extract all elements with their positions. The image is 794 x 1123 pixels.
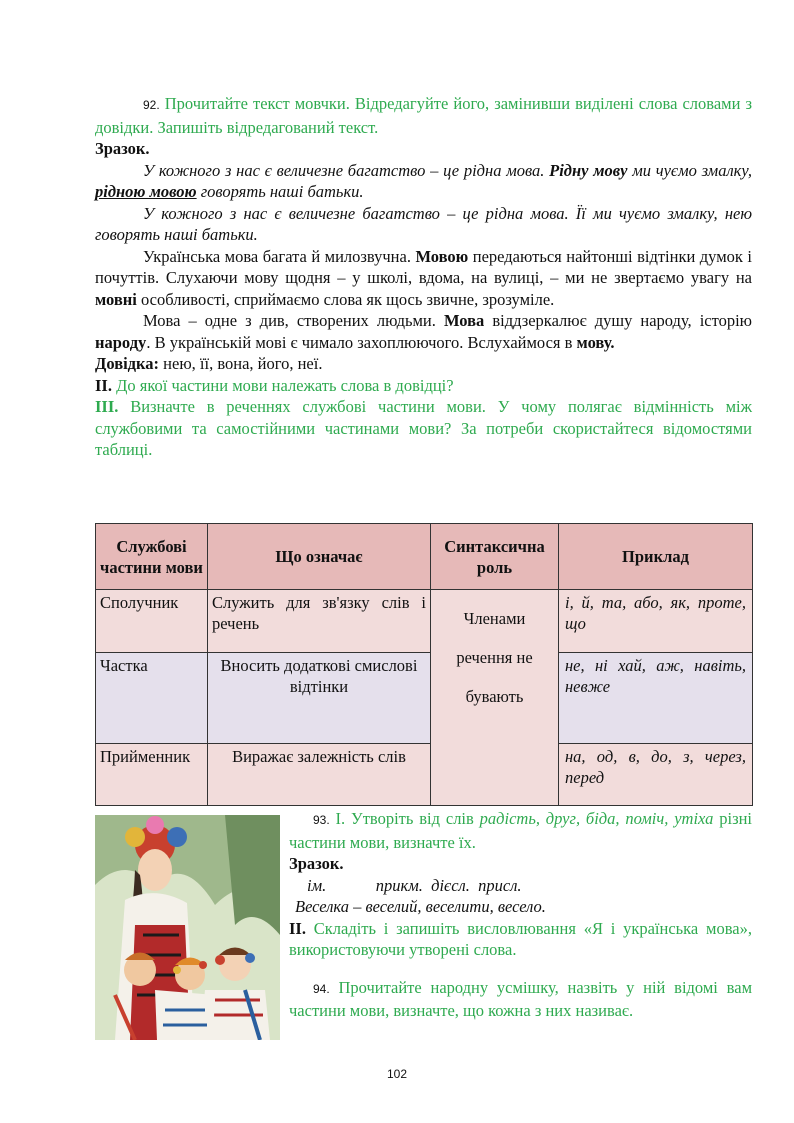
function-words-table [95, 523, 753, 806]
header-parts: Службові частини мови [96, 524, 208, 590]
ex92-sample-original: У кожного з нас є величезне багатство – це рідна мова. Рідну мову ми чуємо змалку, рідною мовою говорять наші батьки. [95, 160, 752, 201]
ex92-hint: Довідка: нею, її, вона, його, неї. [95, 354, 323, 373]
cell-example: на, од, в, до, з, через, перед [559, 744, 753, 806]
ex93-sample-parts: ім. прикм. дієсл. присл. [307, 875, 522, 895]
cell-part: Сполучник [96, 590, 208, 653]
ex92-paragraph-1: Українська мова багата й милозвучна. Мовою передаються найтонші відтінки думок і почуттів. Слухаючи мову щодня – у школі, вдома, на вулиці, – ми не звертаємо увагу на мовні особливості, сприймаємо слова як щось звичне, зрозуміле. [95, 246, 752, 309]
cell-syntax-role: Членами речення не бувають [431, 590, 559, 806]
header-example: Приклад [559, 524, 753, 590]
table-row [96, 590, 753, 653]
table-header-row [96, 524, 753, 590]
ex94-task: 94. Прочитайте народну усмішку, назвіть у ній відомі вам частини мови, визначте, що кожна з них називає. [289, 977, 753, 1020]
cell-part: Прийменник [96, 744, 208, 806]
ex92-question-2: ІІ. До якої частини мови належать слова в довідці? [95, 375, 454, 395]
cell-example: не, ні хай, аж, навіть, невже [559, 653, 753, 744]
header-meaning: Що означає [208, 524, 431, 590]
illustration-girls-with-wreaths [95, 815, 280, 1040]
ex93-sample-words: Веселка – веселий, веселити, весело. [295, 897, 546, 916]
page-number: 102 [386, 1067, 408, 1081]
ex92-number: 92. [143, 98, 160, 112]
ex92-sample-label: Зразок. [95, 139, 150, 158]
ex92-task [95, 93, 752, 138]
exercise-92 [95, 93, 752, 461]
table-row [96, 653, 753, 744]
ex93-sample-label: Зразок. [289, 854, 344, 873]
cell-meaning: Виражає залежність слів [208, 744, 431, 806]
header-syntax: Синтаксична роль [431, 524, 559, 590]
table-row [96, 744, 753, 806]
cell-meaning: Вносить додаткові смислові відтінки [208, 653, 431, 744]
ex92-question-3: ІІІ. Визначте в реченнях службові частини мови. У чому полягає відмінність між службовими та самостійними частинами мови? За потреби скористайтеся відомостями таблиці. [95, 397, 752, 459]
cell-meaning: Служить для зв'язку слів і речень [208, 590, 431, 653]
ex93-task: 93. І. Утворіть від слів радість, друг, біда, поміч, утіха різні частини мови, визначте їх. [289, 809, 753, 852]
ex93-task-2: ІІ. Складіть і запишіть висловлювання «Я і українська мова», використовуючи утворені слова. [289, 918, 752, 959]
ex92-task-text: Прочитайте текст мовчки. Відредагуйте його, замінивши виділені слова словами з довідки. Запишіть відредагований текст. [95, 94, 753, 137]
ex92-sample-edited: У кожного з нас є величезне багатство – це рідна мова. Її ми чуємо змалку, нею говорять наші батьки. [95, 203, 752, 244]
cell-example: і, й, та, або, як, проте, що [559, 590, 753, 653]
exercise-93-94 [289, 808, 752, 1022]
ex92-paragraph-2: Мова – одне з див, створених людьми. Мова віддзеркалює душу народу, історію народу. В українській мові є чимало захоплюючого. Вслухаймося в мову. [95, 311, 753, 352]
cell-part: Частка [96, 653, 208, 744]
